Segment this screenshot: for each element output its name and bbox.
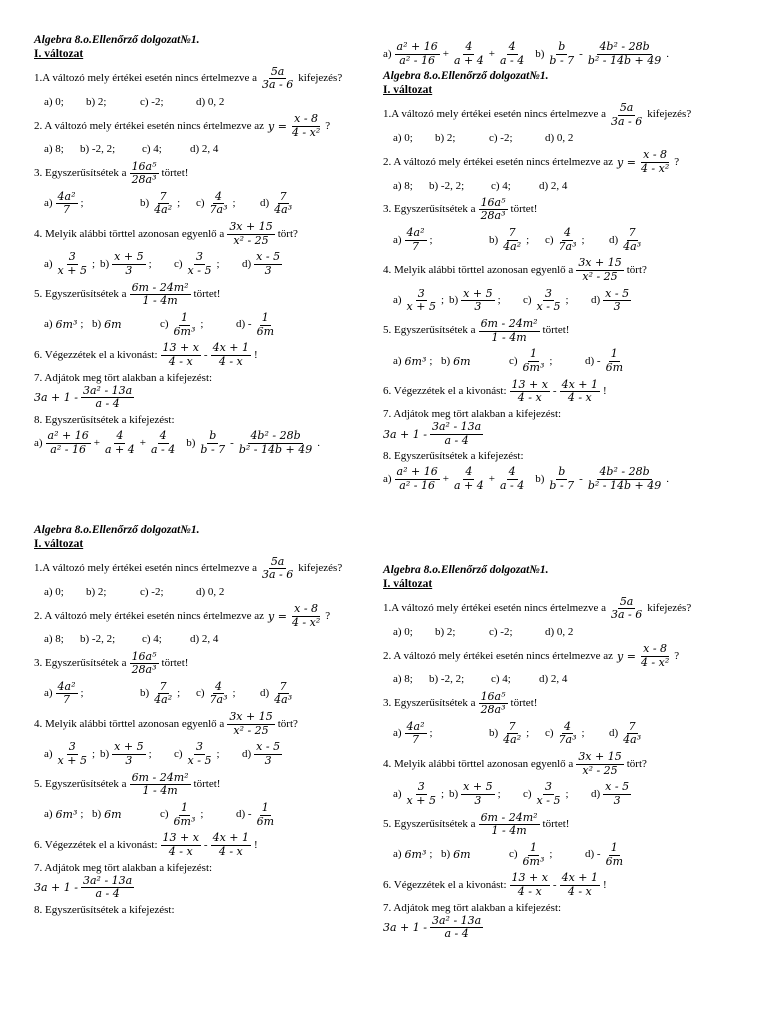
question-7: 7. Adjátok meg tört alakban a kifejezést:: [383, 407, 562, 420]
question-4: 4. Melyik alábbi törttel azonosan egyenlő a $\frac{3x + 15}{\text{x² - 25}}$ tört?: [383, 256, 647, 284]
question-5: 5. Egyszerűsítsétek a $\frac{\text{6m - 24m²}}{1 - 4m}$ törtet!: [34, 280, 221, 308]
question-4: 4. Melyik alábbi törttel azonosan egyenlő a $\frac{3x + 15}{\text{x² - 25}}$ tört?: [34, 710, 298, 737]
q5-options: a) 6m³ ; b) 6m c) $\frac{1}{\text{6m³}}$ ; d) - $\frac{1}{6m}$: [44, 310, 275, 338]
q1-options: a) 0; b) 2; c) -2; d) 0, 2: [44, 95, 225, 108]
q2-fraction: $\frac{x - 8}{\text{4 - x²}}$: [640, 148, 670, 175]
q1-options: a) 0; b) 2; c) -2; d) 0, 2: [44, 585, 225, 598]
question-6: 6. Végezzétek el a kivonást: $\frac{13 + x}{4 - x}$ - $\frac{4x + 1}{4 - x}$ !: [383, 377, 607, 405]
q2-fraction: $\frac{x - 8}{\text{4 - x²}}$: [291, 602, 321, 629]
q4-options: a) $\frac{3}{x + 5}$ ; b) $\frac{x + 5}{3}$ ; c) $\frac{3}{x - 5}$ ; d) $\frac{x - 5}{3}$: [393, 286, 630, 314]
q7-expression: 3a + 1 - $\frac{\text{3a² - 13a}}{a - 4}$: [34, 873, 133, 901]
q3-options: a) $\frac{\text{4a²}}{7}$ ; b) $\frac{7}{\text{4a²}}$ ; c) $\frac{4}{\text{7a³}}$ ; d) $\frac{7}{\text{4a³}}$: [44, 189, 293, 217]
question-2: 2. A változó mely értékei esetén nincs értelmezve az y = $\frac{x - 8}{\text{4 - x²}}$ ?: [383, 642, 680, 669]
question-4: 4. Melyik alábbi törttel azonosan egyenlő a $\frac{3x + 15}{\text{x² - 25}}$ tört?: [383, 750, 647, 777]
question-1: 1.A változó mely értékei esetén nincs értelmezve a $\frac{5a}{3a - 6}$ kifejezés?: [34, 554, 343, 582]
question-7: 7. Adjátok meg tört alakban a kifejezést:: [34, 861, 213, 874]
question-7: 7. Adjátok meg tört alakban a kifejezést:: [383, 901, 562, 914]
question-5: 5. Egyszerűsítsétek a $\frac{\text{6m - 24m²}}{1 - 4m}$ törtet!: [383, 810, 570, 838]
question-8: 8. Egyszerűsítsétek a kifejezést:: [383, 450, 524, 463]
test-block-bottom-left: [34, 524, 374, 918]
q7-expression: 3a + 1 - $\frac{\text{3a² - 13a}}{a - 4}$: [383, 913, 482, 941]
question-2: 2. A változó mely értékei esetén nincs értelmezve az y = $\frac{x - 8}{\text{4 - x²}}$ ?: [34, 112, 331, 139]
variant-heading: I. változat: [383, 577, 433, 590]
question-3: 3. Egyszerűsítsétek a $\frac{\text{16a⁵}}{\text{28a³}}$ törtet!: [34, 159, 189, 187]
test-block-top-left: [34, 34, 374, 459]
q3-options: a) $\frac{\text{4a²}}{7}$ ; b) $\frac{7}{\text{4a²}}$ ; c) $\frac{4}{\text{7a³}}$ ; d) $\frac{7}{\text{4a³}}$: [44, 679, 293, 707]
q5-fraction: $\frac{\text{6m - 24m²}}{1 - 4m}$: [480, 316, 538, 344]
q5-fraction: $\frac{\text{6m - 24m²}}{1 - 4m}$: [131, 770, 189, 798]
q1-options: a) 0; b) 2; c) -2; d) 0, 2: [393, 132, 574, 145]
q2-options: a) 8; b) -2, 2; c) 4; d) 2, 4: [44, 633, 219, 646]
page-title: Algebra 8.o.Ellenőrző dolgozat№1.: [383, 70, 549, 83]
q3-fraction: $\frac{\text{16a⁵}}{\text{28a³}}$: [480, 195, 506, 223]
question-6: 6. Végezzétek el a kivonást: $\frac{13 + x}{4 - x}$ - $\frac{4x + 1}{4 - x}$ !: [34, 341, 258, 368]
q7-expression: 3a + 1 - $\frac{\text{3a² - 13a}}{a - 4}$: [34, 383, 133, 411]
question-3: 3. Egyszerűsítsétek a $\frac{\text{16a⁵}}{\text{28a³}}$ törtet!: [383, 689, 538, 717]
q3-fraction: $\frac{\text{16a⁵}}{\text{28a³}}$: [131, 159, 157, 187]
q2-options: a) 8; b) -2, 2; c) 4; d) 2, 4: [393, 673, 568, 686]
q5-fraction: $\frac{\text{6m - 24m²}}{1 - 4m}$: [480, 810, 538, 838]
question-6: 6. Végezzétek el a kivonást: $\frac{13 + x}{4 - x}$ - $\frac{4x + 1}{4 - x}$ !: [383, 871, 607, 898]
q1-fraction: $\frac{5a}{3a - 6}$: [261, 554, 294, 582]
q4-fraction: $\frac{3x + 15}{\text{x² - 25}}$: [578, 750, 622, 777]
q4-options: a) $\frac{3}{x + 5}$ ; b) $\frac{x + 5}{3}$ ; c) $\frac{3}{x - 5}$ ; d) $\frac{x - 5}{3}$: [44, 740, 281, 768]
q4-fraction: $\frac{3x + 15}{\text{x² - 25}}$: [578, 256, 622, 284]
q2-options: a) 8; b) -2, 2; c) 4; d) 2, 4: [44, 143, 219, 156]
q3-options: a) $\frac{\text{4a²}}{7}$ ; b) $\frac{7}{\text{4a²}}$ ; c) $\frac{4}{\text{7a³}}$ ; d) $\frac{7}{\text{4a³}}$: [393, 226, 642, 253]
variant-heading: I. változat: [34, 47, 84, 60]
question-5: 5. Egyszerűsítsétek a $\frac{\text{6m - 24m²}}{1 - 4m}$ törtet!: [383, 316, 570, 344]
q4-options: a) $\frac{3}{x + 5}$ ; b) $\frac{x + 5}{3}$ ; c) $\frac{3}{x - 5}$ ; d) $\frac{x - 5}{3}$: [393, 780, 630, 808]
page-title: Algebra 8.o.Ellenőrző dolgozat№1.: [34, 34, 200, 46]
question-3: 3. Egyszerűsítsétek a $\frac{\text{16a⁵}}{\text{28a³}}$ törtet!: [383, 195, 538, 223]
question-2: 2. A változó mely értékei esetén nincs értelmezve az y = $\frac{x - 8}{\text{4 - x²}}$ ?: [34, 602, 331, 629]
question-3: 3. Egyszerűsítsétek a $\frac{\text{16a⁵}}{\text{28a³}}$ törtet!: [34, 649, 189, 677]
q1-options: a) 0; b) 2; c) -2; d) 0, 2: [393, 625, 574, 638]
q3-fraction: $\frac{\text{16a⁵}}{\text{28a³}}$: [480, 689, 506, 717]
q5-options: a) 6m³ ; b) 6m c) $\frac{1}{\text{6m³}}$ ; d) - $\frac{1}{6m}$: [393, 347, 624, 374]
q5-options: a) 6m³ ; b) 6m c) $\frac{1}{\text{6m³}}$ ; d) - $\frac{1}{6m}$: [44, 800, 275, 828]
q8-expressions: a) $\frac{\text{a² + 16}}{\text{a² - 16}}$ + $\frac{4}{a + 4}$ + $\frac{4}{a - 4}$ b) $\frac{b}{b - 7}$ - $\frac{\text{4b² - 28b}}{\text{b² - 14b + 49}}$ .: [383, 465, 669, 493]
q4-fraction: $\frac{3x + 15}{\text{x² - 25}}$: [229, 220, 273, 247]
q4-fraction: $\frac{3x + 15}{\text{x² - 25}}$: [229, 710, 273, 737]
q2-fraction: $\frac{x - 8}{\text{4 - x²}}$: [291, 112, 321, 139]
q7-expression: 3a + 1 - $\frac{\text{3a² - 13a}}{a - 4}$: [383, 419, 482, 447]
q1-fraction: $\frac{5a}{3a - 6}$: [610, 100, 643, 128]
q8-expressions: a) $\frac{\text{a² + 16}}{\text{a² - 16}}$ + $\frac{4}{a + 4}$ + $\frac{4}{a - 4}$ b) $\frac{b}{b - 7}$ - $\frac{\text{4b² - 28b}}{\text{b² - 14b + 49}}$ .: [34, 429, 320, 456]
page-title: Algebra 8.o.Ellenőrző dolgozat№1.: [34, 524, 200, 536]
question-8: 8. Egyszerűsítsétek a kifejezést:: [34, 903, 175, 916]
q8-expressions: a) $\frac{\text{a² + 16}}{\text{a² - 16}}$ + $\frac{4}{a + 4}$ + $\frac{4}{a - 4}$ b) $\frac{b}{b - 7}$ - $\frac{\text{4b² - 28b}}{\text{b² - 14b + 49}}$ .: [383, 40, 669, 67]
question-8: 8. Egyszerűsítsétek a kifejezést:: [34, 413, 175, 426]
q1-fraction: $\frac{5a}{3a - 6}$: [610, 594, 643, 622]
q3-options: a) $\frac{\text{4a²}}{7}$ ; b) $\frac{7}{\text{4a²}}$ ; c) $\frac{4}{\text{7a³}}$ ; d) $\frac{7}{\text{4a³}}$: [393, 719, 642, 747]
q1-fraction: $\frac{5a}{3a - 6}$: [261, 64, 294, 92]
q5-options: a) 6m³ ; b) 6m c) $\frac{1}{\text{6m³}}$ ; d) - $\frac{1}{6m}$: [393, 840, 624, 868]
question-1: 1.A változó mely értékei esetén nincs értelmezve a $\frac{5a}{3a - 6}$ kifejezés?: [383, 594, 692, 622]
variant-heading: I. változat: [383, 84, 433, 97]
q5-fraction: $\frac{\text{6m - 24m²}}{1 - 4m}$: [131, 280, 189, 308]
q4-options: a) $\frac{3}{x + 5}$ ; b) $\frac{x + 5}{3}$ ; c) $\frac{3}{x - 5}$ ; d) $\frac{x - 5}{3}$: [44, 250, 281, 278]
q3-fraction: $\frac{\text{16a⁵}}{\text{28a³}}$: [131, 649, 157, 677]
question-2: 2. A változó mely értékei esetén nincs értelmezve az y = $\frac{x - 8}{\text{4 - x²}}$ ?: [383, 148, 680, 175]
variant-heading: I. változat: [34, 537, 84, 550]
test-block-bottom-right: [383, 564, 763, 944]
q2-options: a) 8; b) -2, 2; c) 4; d) 2, 4: [393, 179, 568, 192]
question-7: 7. Adjátok meg tört alakban a kifejezést:: [34, 371, 213, 384]
question-5: 5. Egyszerűsítsétek a $\frac{\text{6m - 24m²}}{1 - 4m}$ törtet!: [34, 770, 221, 798]
page-title: Algebra 8.o.Ellenőrző dolgozat№1.: [383, 564, 549, 576]
q2-fraction: $\frac{x - 8}{\text{4 - x²}}$: [640, 642, 670, 669]
question-1: 1.A változó mely értékei esetén nincs értelmezve a $\frac{5a}{3a - 6}$ kifejezés?: [383, 100, 692, 128]
question-4: 4. Melyik alábbi törttel azonosan egyenlő a $\frac{3x + 15}{\text{x² - 25}}$ tört?: [34, 220, 298, 247]
question-6: 6. Végezzétek el a kivonást: $\frac{13 + x}{4 - x}$ - $\frac{4x + 1}{4 - x}$ !: [34, 831, 258, 858]
test-block-top-right: [383, 38, 763, 496]
question-1: 1.A változó mely értékei esetén nincs értelmezve a $\frac{5a}{3a - 6}$ kifejezés?: [34, 64, 343, 92]
